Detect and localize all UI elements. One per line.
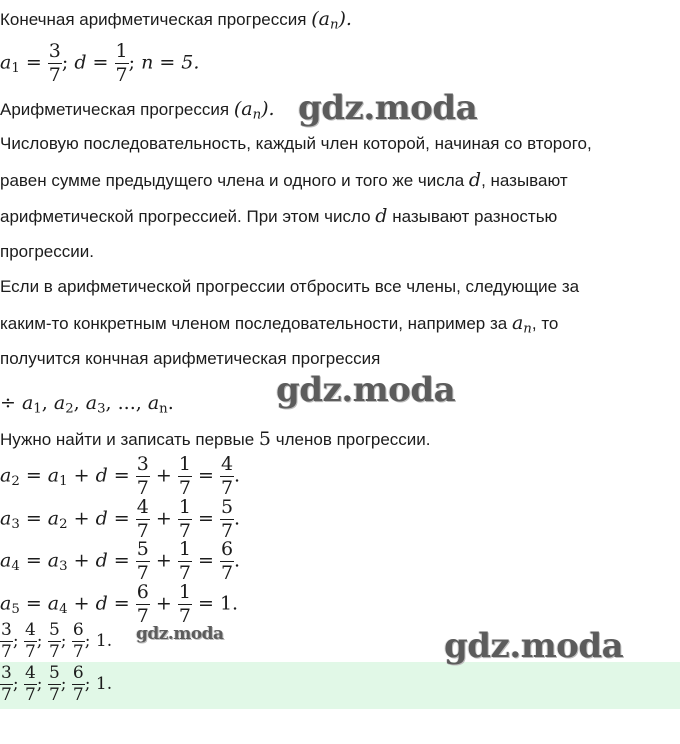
intro-text: Конечная арифметическая прогрессия xyxy=(0,10,307,29)
given-line: $a_1$ = $\frac{3}{7}$ ; d = $\frac{1}{7}$ ; n = 5. xyxy=(0,40,200,86)
watermark-logo: gdz.moda xyxy=(276,370,456,410)
definition-heading: Арифметическая прогрессия $(a_n)$. xyxy=(0,98,275,123)
term-a5-line: $a_5 = a_4 + d$ = $\frac{6}{7}$ + $\frac{1}{7}$ = 1. xyxy=(0,581,239,627)
definition-line-3: арифметической прогрессией. При этом число d называют разностью xyxy=(0,205,558,227)
definition-line-2: равен сумме предыдущего члена и одного и того же числа d, называют xyxy=(0,169,568,191)
term-a4-line: $a_4 = a_3 + d$ = $\frac{5}{7}$ + $\frac{1}{7}$ = $\frac{6}{7}$ . xyxy=(0,538,241,584)
finite-line-3: получится кончная арифметическая прогрессия xyxy=(0,349,381,368)
final-answer-line: $\frac{3}{7}$ ; $\frac{4}{7}$ ; $\frac{5}{7}$ ; $\frac{6}{7}$ ; 1. xyxy=(1,663,113,705)
task-line: Нужно найти и записать первые 5 членов прогрессии. xyxy=(0,428,431,450)
finite-line-1: Если в арифметической прогрессии отбросить все члены, следующие за xyxy=(0,277,580,296)
definition-line-4: прогрессии. xyxy=(0,242,94,261)
finite-line-2: каким-то конкретным членом последовательности, например за $a_n$, то xyxy=(0,312,559,337)
answer-line: $\frac{3}{7}$ ; $\frac{4}{7}$ ; $\frac{5}{7}$ ; $\frac{6}{7}$ ; 1. xyxy=(1,620,113,662)
term-a3-line: $a_3 = a_2 + d$ = $\frac{4}{7}$ + $\frac{1}{7}$ = $\frac{5}{7}$ . xyxy=(0,496,241,542)
finite-sequence: ÷ $a_1$, $a_2$, $a_3$, ..., $a_n$. xyxy=(0,392,174,417)
definition-line-1: Числовую последовательность, каждый член которой, начиная со второго, xyxy=(0,134,592,153)
watermark-logo: gdz.moda xyxy=(298,88,478,128)
intro-line xyxy=(0,8,352,36)
watermark-logo: gdz.moda xyxy=(444,626,624,666)
term-a2-line: $a_2 = a_1 + d$ = $\frac{3}{7}$ + $\frac{1}{7}$ = $\frac{4}{7}$ . xyxy=(0,453,241,499)
fraction: $\frac{1}{7}$ xyxy=(115,40,128,86)
fraction: $\frac{3}{7}$ xyxy=(48,40,61,86)
watermark-logo: gdz.moda xyxy=(136,624,224,644)
seq-symbol: $(a_n)$. xyxy=(311,8,352,33)
